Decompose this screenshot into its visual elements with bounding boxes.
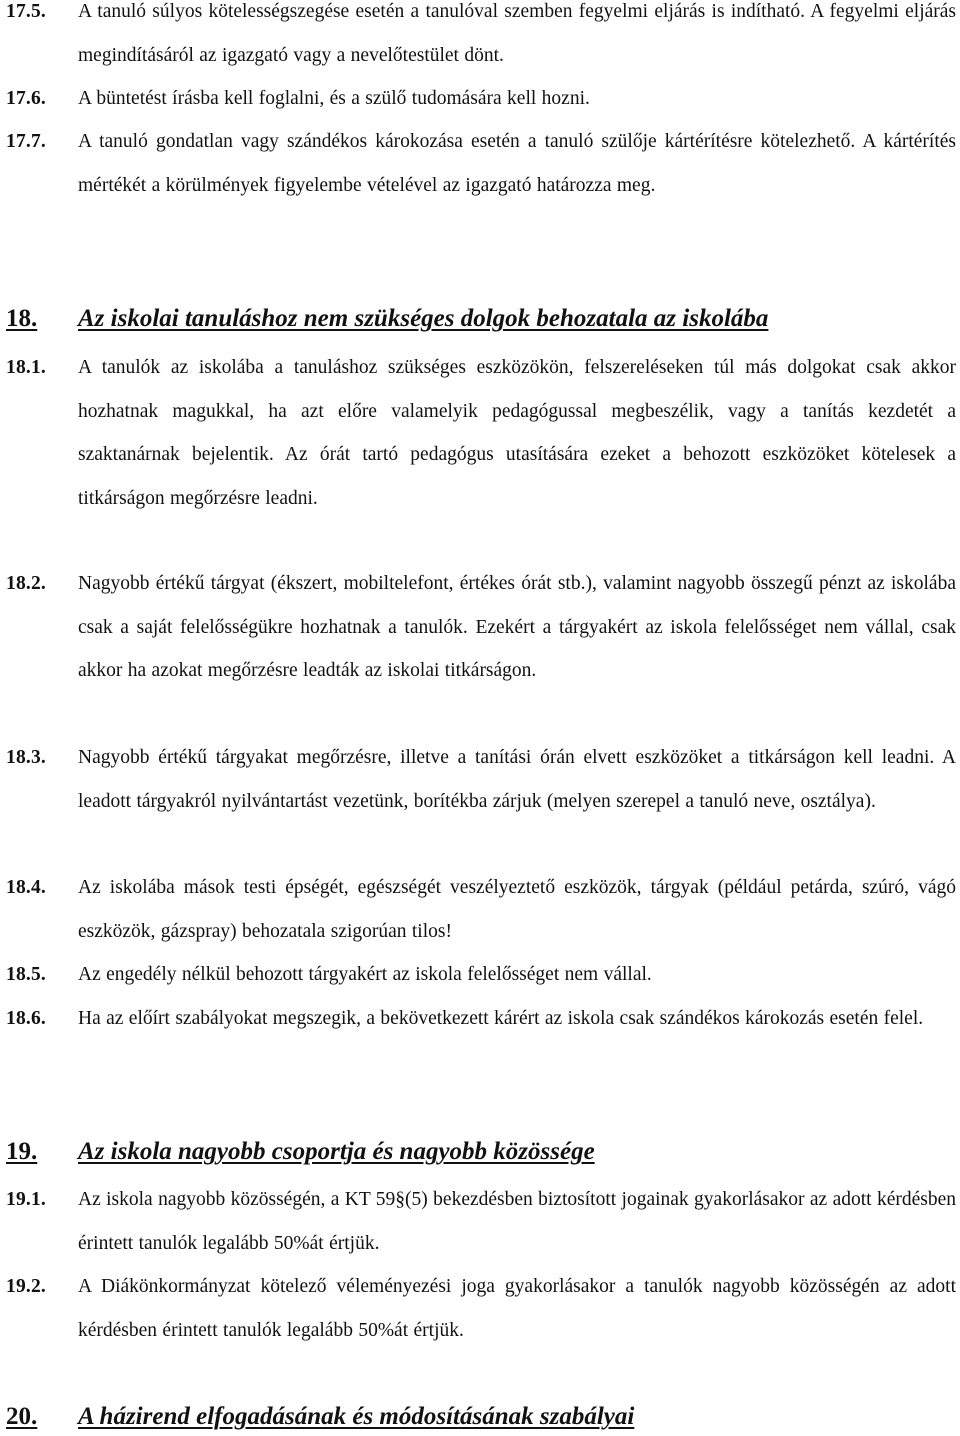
paragraph-number: 17.5.	[6, 1, 46, 22]
paragraph-number: 18.3.	[6, 747, 46, 768]
paragraph-text: Az engedély nélkül behozott tárgyakért az iskola felelősséget nem vállal.	[78, 964, 652, 985]
paragraph-number: 19.1.	[6, 1189, 46, 1210]
paragraph-19-1	[6, 1178, 956, 1265]
section-number: 18.	[6, 305, 38, 332]
paragraph-18-3	[6, 736, 956, 823]
paragraph-text: A tanulók az iskolába a tanuláshoz szükséges eszközökön, felszereléseken túl más dolgokat csak akkor hozhatnak magukkal, ha azt előre valamelyik pedagógussal megbeszélik, vagy a tanítás kezdetét a szaktanárnak bejelentik. Az órát tartó pedagógus utasítására ezeket a behozott eszközöket kötelesek a titkárságon megőrzésre leadni.	[78, 357, 956, 509]
paragraph-17-6	[6, 77, 956, 121]
section-number: 20.	[6, 1403, 38, 1430]
paragraph-19-2	[6, 1265, 956, 1352]
paragraph-text: A büntetést írásba kell foglalni, és a szülő tudomására kell hozni.	[78, 88, 590, 109]
paragraph-text: Nagyobb értékű tárgyat (ékszert, mobiltelefont, értékes órát stb.), valamint nagyobb összegű pénzt az iskolába csak a saját felelősségükre hozhatnak a tanulók. Ezekért a tárgyakért az iskola felelősséget nem vállal, csak akkor ha azokat megőrzésre leadták az iskolai titkárságon.	[78, 573, 956, 681]
paragraph-number: 17.7.	[6, 131, 46, 152]
paragraph-number: 18.1.	[6, 357, 46, 378]
paragraph-text: A Diákönkormányzat kötelező véleményezési joga gyakorlásakor a tanulók nagyobb közösségén az adott kérdésben érintett tanulók legalább 50%át értjük.	[78, 1276, 956, 1341]
section-title: A házirend elfogadásának és módosításának szabályai	[78, 1403, 635, 1430]
paragraph-text: Ha az előírt szabályokat megszegik, a bekövetkezett kárért az iskola csak szándékos károkozás esetén felel.	[78, 1008, 924, 1029]
paragraph-18-2	[6, 562, 956, 693]
paragraph-number: 18.6.	[6, 1008, 46, 1029]
paragraph-text: A tanuló gondatlan vagy szándékos károkozása esetén a tanuló szülője kártérítésre kötelezhető. A kártérítés mértékét a körülmények figyelembe vételével az igazgató határozza meg.	[78, 131, 956, 196]
paragraph-number: 18.4.	[6, 877, 46, 898]
paragraph-text: Nagyobb értékű tárgyakat megőrzésre, illetve a tanítási órán elvett eszközöket a titkárságon kell leadni. A leadott tárgyakról nyilvántartást vezetünk, borítékba zárjuk (melyen szerepel a tanuló neve, osztálya).	[78, 747, 956, 812]
paragraph-17-5	[6, 0, 956, 77]
paragraph-text: Az iskola nagyobb közösségén, a KT 59§(5) bekezdésben biztosított jogainak gyakorlásakor az adott kérdésben érintett tanulók legalább 50%át értjük.	[78, 1189, 956, 1254]
paragraph-18-1	[6, 346, 956, 520]
section-heading-20	[6, 1400, 956, 1434]
paragraph-18-4	[6, 866, 956, 953]
paragraph-text: Az iskolába mások testi épségét, egészségét veszélyeztető eszközök, tárgyak (például petárda, szúró, vágó eszközök, gázspray) behozatala szigorúan tilos!	[78, 877, 956, 942]
section-heading-19	[6, 1135, 956, 1169]
section-heading-18	[6, 302, 956, 336]
paragraph-number: 18.2.	[6, 573, 46, 594]
paragraph-number: 18.5.	[6, 964, 46, 985]
section-title: Az iskola nagyobb csoportja és nagyobb közössége	[78, 1138, 595, 1165]
paragraph-text: A tanuló súlyos kötelességszegése esetén a tanulóval szemben fegyelmi eljárás is indítható. A fegyelmi eljárás megindításáról az igazgató vagy a nevelőtestület dönt.	[78, 1, 956, 66]
paragraph-number: 19.2.	[6, 1276, 46, 1297]
paragraph-18-6	[6, 997, 956, 1041]
paragraph-17-7	[6, 120, 956, 207]
paragraph-number: 17.6.	[6, 88, 46, 109]
paragraph-18-5	[6, 953, 956, 997]
section-number: 19.	[6, 1138, 38, 1165]
section-title: Az iskolai tanuláshoz nem szükséges dolgok behozatala az iskolába	[78, 305, 769, 332]
